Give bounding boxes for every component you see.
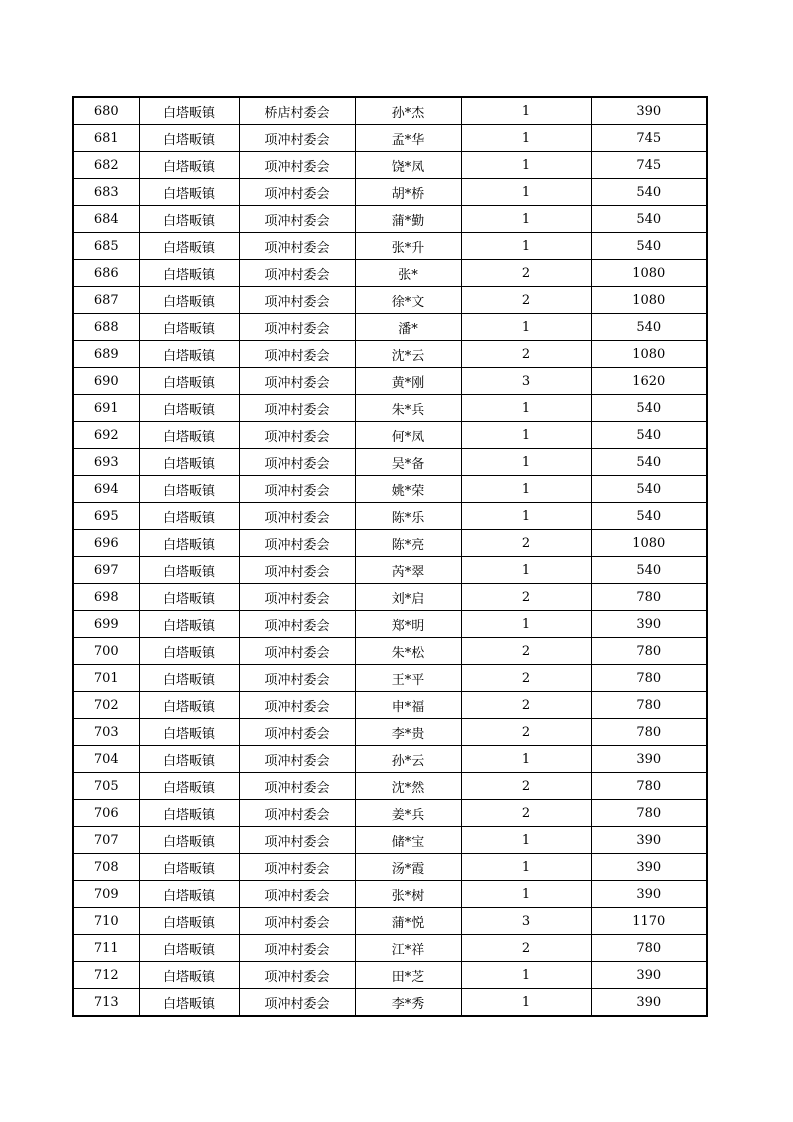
table-row bbox=[73, 368, 707, 395]
household-count-cell: 1 bbox=[461, 989, 591, 1017]
amount-cell: 780 bbox=[591, 935, 707, 962]
town-cell: 白塔畈镇 bbox=[139, 881, 239, 908]
amount-cell: 390 bbox=[591, 746, 707, 773]
table-row bbox=[73, 530, 707, 557]
amount-cell: 780 bbox=[591, 665, 707, 692]
household-count-cell: 1 bbox=[461, 611, 591, 638]
table-row bbox=[73, 287, 707, 314]
person-name-cell: 饶*凤 bbox=[355, 152, 461, 179]
household-count-cell: 2 bbox=[461, 800, 591, 827]
household-count-cell: 1 bbox=[461, 557, 591, 584]
row-number-cell: 686 bbox=[73, 260, 139, 287]
row-number-cell: 701 bbox=[73, 665, 139, 692]
person-name-cell: 沈*云 bbox=[355, 341, 461, 368]
town-cell: 白塔畈镇 bbox=[139, 584, 239, 611]
amount-cell: 780 bbox=[591, 773, 707, 800]
row-number-cell: 685 bbox=[73, 233, 139, 260]
table-row bbox=[73, 206, 707, 233]
table-row bbox=[73, 179, 707, 206]
town-cell: 白塔畈镇 bbox=[139, 395, 239, 422]
table-row bbox=[73, 989, 707, 1017]
table-row bbox=[73, 854, 707, 881]
table-row bbox=[73, 152, 707, 179]
village-committee-cell: 项冲村委会 bbox=[239, 314, 355, 341]
row-number-cell: 710 bbox=[73, 908, 139, 935]
town-cell: 白塔畈镇 bbox=[139, 692, 239, 719]
village-committee-cell: 项冲村委会 bbox=[239, 962, 355, 989]
person-name-cell: 李*贵 bbox=[355, 719, 461, 746]
town-cell: 白塔畈镇 bbox=[139, 746, 239, 773]
amount-cell: 1080 bbox=[591, 530, 707, 557]
town-cell: 白塔畈镇 bbox=[139, 854, 239, 881]
row-number-cell: 705 bbox=[73, 773, 139, 800]
village-committee-cell: 项冲村委会 bbox=[239, 881, 355, 908]
town-cell: 白塔畈镇 bbox=[139, 611, 239, 638]
person-name-cell: 芮*翠 bbox=[355, 557, 461, 584]
village-committee-cell: 项冲村委会 bbox=[239, 638, 355, 665]
amount-cell: 780 bbox=[591, 800, 707, 827]
amount-cell: 540 bbox=[591, 449, 707, 476]
person-name-cell: 姜*兵 bbox=[355, 800, 461, 827]
town-cell: 白塔畈镇 bbox=[139, 341, 239, 368]
village-committee-cell: 项冲村委会 bbox=[239, 692, 355, 719]
town-cell: 白塔畈镇 bbox=[139, 935, 239, 962]
person-name-cell: 潘* bbox=[355, 314, 461, 341]
village-committee-cell: 项冲村委会 bbox=[239, 935, 355, 962]
amount-cell: 1080 bbox=[591, 260, 707, 287]
household-count-cell: 2 bbox=[461, 719, 591, 746]
town-cell: 白塔畈镇 bbox=[139, 449, 239, 476]
village-committee-cell: 项冲村委会 bbox=[239, 503, 355, 530]
person-name-cell: 王*平 bbox=[355, 665, 461, 692]
town-cell: 白塔畈镇 bbox=[139, 962, 239, 989]
amount-cell: 1080 bbox=[591, 287, 707, 314]
table-row bbox=[73, 908, 707, 935]
household-count-cell: 1 bbox=[461, 395, 591, 422]
person-name-cell: 李*秀 bbox=[355, 989, 461, 1017]
table-row bbox=[73, 719, 707, 746]
table-row bbox=[73, 503, 707, 530]
town-cell: 白塔畈镇 bbox=[139, 800, 239, 827]
roster-body bbox=[73, 97, 707, 1016]
town-cell: 白塔畈镇 bbox=[139, 206, 239, 233]
household-count-cell: 2 bbox=[461, 260, 591, 287]
person-name-cell: 刘*启 bbox=[355, 584, 461, 611]
village-committee-cell: 项冲村委会 bbox=[239, 827, 355, 854]
amount-cell: 390 bbox=[591, 881, 707, 908]
village-committee-cell: 项冲村委会 bbox=[239, 341, 355, 368]
household-count-cell: 1 bbox=[461, 314, 591, 341]
household-count-cell: 1 bbox=[461, 152, 591, 179]
household-count-cell: 2 bbox=[461, 692, 591, 719]
table-row bbox=[73, 422, 707, 449]
person-name-cell: 胡*桥 bbox=[355, 179, 461, 206]
person-name-cell: 吴*备 bbox=[355, 449, 461, 476]
row-number-cell: 694 bbox=[73, 476, 139, 503]
person-name-cell: 孟*华 bbox=[355, 125, 461, 152]
row-number-cell: 682 bbox=[73, 152, 139, 179]
person-name-cell: 储*宝 bbox=[355, 827, 461, 854]
row-number-cell: 684 bbox=[73, 206, 139, 233]
person-name-cell: 黄*刚 bbox=[355, 368, 461, 395]
person-name-cell: 汤*霞 bbox=[355, 854, 461, 881]
person-name-cell: 孙*杰 bbox=[355, 97, 461, 125]
table-row bbox=[73, 476, 707, 503]
amount-cell: 540 bbox=[591, 557, 707, 584]
household-count-cell: 1 bbox=[461, 97, 591, 125]
household-count-cell: 1 bbox=[461, 422, 591, 449]
household-count-cell: 1 bbox=[461, 233, 591, 260]
row-number-cell: 689 bbox=[73, 341, 139, 368]
row-number-cell: 690 bbox=[73, 368, 139, 395]
amount-cell: 390 bbox=[591, 827, 707, 854]
person-name-cell: 陈*亮 bbox=[355, 530, 461, 557]
row-number-cell: 711 bbox=[73, 935, 139, 962]
household-count-cell: 2 bbox=[461, 584, 591, 611]
table-row bbox=[73, 584, 707, 611]
household-count-cell: 2 bbox=[461, 530, 591, 557]
village-committee-cell: 项冲村委会 bbox=[239, 989, 355, 1017]
village-committee-cell: 项冲村委会 bbox=[239, 449, 355, 476]
village-committee-cell: 桥店村委会 bbox=[239, 97, 355, 125]
town-cell: 白塔畈镇 bbox=[139, 125, 239, 152]
person-name-cell: 蒲*勤 bbox=[355, 206, 461, 233]
person-name-cell: 陈*乐 bbox=[355, 503, 461, 530]
household-count-cell: 2 bbox=[461, 935, 591, 962]
table-row bbox=[73, 773, 707, 800]
household-count-cell: 1 bbox=[461, 476, 591, 503]
village-committee-cell: 项冲村委会 bbox=[239, 152, 355, 179]
amount-cell: 780 bbox=[591, 692, 707, 719]
row-number-cell: 699 bbox=[73, 611, 139, 638]
row-number-cell: 708 bbox=[73, 854, 139, 881]
village-committee-cell: 项冲村委会 bbox=[239, 773, 355, 800]
amount-cell: 390 bbox=[591, 962, 707, 989]
amount-cell: 390 bbox=[591, 97, 707, 125]
household-count-cell: 1 bbox=[461, 179, 591, 206]
person-name-cell: 徐*文 bbox=[355, 287, 461, 314]
village-committee-cell: 项冲村委会 bbox=[239, 206, 355, 233]
household-count-cell: 1 bbox=[461, 854, 591, 881]
town-cell: 白塔畈镇 bbox=[139, 638, 239, 665]
person-name-cell: 张* bbox=[355, 260, 461, 287]
town-cell: 白塔畈镇 bbox=[139, 152, 239, 179]
row-number-cell: 707 bbox=[73, 827, 139, 854]
table-row bbox=[73, 260, 707, 287]
village-committee-cell: 项冲村委会 bbox=[239, 530, 355, 557]
amount-cell: 540 bbox=[591, 395, 707, 422]
village-committee-cell: 项冲村委会 bbox=[239, 557, 355, 584]
town-cell: 白塔畈镇 bbox=[139, 989, 239, 1017]
amount-cell: 780 bbox=[591, 584, 707, 611]
person-name-cell: 田*芝 bbox=[355, 962, 461, 989]
row-number-cell: 696 bbox=[73, 530, 139, 557]
town-cell: 白塔畈镇 bbox=[139, 827, 239, 854]
person-name-cell: 姚*荣 bbox=[355, 476, 461, 503]
table-row bbox=[73, 611, 707, 638]
table-row bbox=[73, 557, 707, 584]
table-row bbox=[73, 665, 707, 692]
table-row bbox=[73, 638, 707, 665]
town-cell: 白塔畈镇 bbox=[139, 260, 239, 287]
person-name-cell: 张*树 bbox=[355, 881, 461, 908]
row-number-cell: 683 bbox=[73, 179, 139, 206]
household-count-cell: 1 bbox=[461, 206, 591, 233]
amount-cell: 540 bbox=[591, 206, 707, 233]
person-name-cell: 何*凤 bbox=[355, 422, 461, 449]
household-count-cell: 1 bbox=[461, 449, 591, 476]
village-committee-cell: 项冲村委会 bbox=[239, 287, 355, 314]
town-cell: 白塔畈镇 bbox=[139, 476, 239, 503]
household-count-cell: 2 bbox=[461, 638, 591, 665]
household-count-cell: 2 bbox=[461, 287, 591, 314]
row-number-cell: 691 bbox=[73, 395, 139, 422]
row-number-cell: 702 bbox=[73, 692, 139, 719]
person-name-cell: 申*福 bbox=[355, 692, 461, 719]
town-cell: 白塔畈镇 bbox=[139, 503, 239, 530]
amount-cell: 780 bbox=[591, 719, 707, 746]
row-number-cell: 681 bbox=[73, 125, 139, 152]
village-committee-cell: 项冲村委会 bbox=[239, 746, 355, 773]
village-committee-cell: 项冲村委会 bbox=[239, 368, 355, 395]
table-row bbox=[73, 233, 707, 260]
village-committee-cell: 项冲村委会 bbox=[239, 800, 355, 827]
village-committee-cell: 项冲村委会 bbox=[239, 233, 355, 260]
table-row bbox=[73, 827, 707, 854]
table-row bbox=[73, 800, 707, 827]
village-committee-cell: 项冲村委会 bbox=[239, 422, 355, 449]
household-count-cell: 1 bbox=[461, 881, 591, 908]
table-row bbox=[73, 692, 707, 719]
table-row bbox=[73, 97, 707, 125]
amount-cell: 540 bbox=[591, 179, 707, 206]
row-number-cell: 697 bbox=[73, 557, 139, 584]
row-number-cell: 687 bbox=[73, 287, 139, 314]
town-cell: 白塔畈镇 bbox=[139, 719, 239, 746]
household-count-cell: 1 bbox=[461, 827, 591, 854]
row-number-cell: 713 bbox=[73, 989, 139, 1017]
village-committee-cell: 项冲村委会 bbox=[239, 260, 355, 287]
row-number-cell: 700 bbox=[73, 638, 139, 665]
person-name-cell: 郑*明 bbox=[355, 611, 461, 638]
town-cell: 白塔畈镇 bbox=[139, 557, 239, 584]
household-count-cell: 1 bbox=[461, 503, 591, 530]
household-count-cell: 1 bbox=[461, 125, 591, 152]
row-number-cell: 703 bbox=[73, 719, 139, 746]
amount-cell: 780 bbox=[591, 638, 707, 665]
town-cell: 白塔畈镇 bbox=[139, 233, 239, 260]
village-committee-cell: 项冲村委会 bbox=[239, 854, 355, 881]
table-row bbox=[73, 341, 707, 368]
village-committee-cell: 项冲村委会 bbox=[239, 908, 355, 935]
roster-table bbox=[72, 96, 708, 1017]
row-number-cell: 706 bbox=[73, 800, 139, 827]
town-cell: 白塔畈镇 bbox=[139, 97, 239, 125]
table-row bbox=[73, 881, 707, 908]
village-committee-cell: 项冲村委会 bbox=[239, 584, 355, 611]
amount-cell: 1080 bbox=[591, 341, 707, 368]
amount-cell: 540 bbox=[591, 503, 707, 530]
person-name-cell: 蒲*悦 bbox=[355, 908, 461, 935]
person-name-cell: 朱*松 bbox=[355, 638, 461, 665]
table-row bbox=[73, 314, 707, 341]
amount-cell: 1170 bbox=[591, 908, 707, 935]
town-cell: 白塔畈镇 bbox=[139, 179, 239, 206]
household-count-cell: 3 bbox=[461, 908, 591, 935]
amount-cell: 390 bbox=[591, 989, 707, 1017]
table-row bbox=[73, 962, 707, 989]
household-count-cell: 3 bbox=[461, 368, 591, 395]
amount-cell: 540 bbox=[591, 314, 707, 341]
row-number-cell: 680 bbox=[73, 97, 139, 125]
town-cell: 白塔畈镇 bbox=[139, 422, 239, 449]
row-number-cell: 695 bbox=[73, 503, 139, 530]
household-count-cell: 2 bbox=[461, 773, 591, 800]
row-number-cell: 712 bbox=[73, 962, 139, 989]
person-name-cell: 沈*然 bbox=[355, 773, 461, 800]
household-count-cell: 1 bbox=[461, 962, 591, 989]
row-number-cell: 692 bbox=[73, 422, 139, 449]
table-row bbox=[73, 746, 707, 773]
person-name-cell: 孙*云 bbox=[355, 746, 461, 773]
table-row bbox=[73, 395, 707, 422]
row-number-cell: 709 bbox=[73, 881, 139, 908]
town-cell: 白塔畈镇 bbox=[139, 665, 239, 692]
amount-cell: 390 bbox=[591, 611, 707, 638]
village-committee-cell: 项冲村委会 bbox=[239, 719, 355, 746]
village-committee-cell: 项冲村委会 bbox=[239, 395, 355, 422]
table-row bbox=[73, 125, 707, 152]
town-cell: 白塔畈镇 bbox=[139, 908, 239, 935]
household-count-cell: 2 bbox=[461, 341, 591, 368]
town-cell: 白塔畈镇 bbox=[139, 368, 239, 395]
village-committee-cell: 项冲村委会 bbox=[239, 125, 355, 152]
amount-cell: 1620 bbox=[591, 368, 707, 395]
amount-cell: 540 bbox=[591, 233, 707, 260]
row-number-cell: 704 bbox=[73, 746, 139, 773]
village-committee-cell: 项冲村委会 bbox=[239, 665, 355, 692]
row-number-cell: 698 bbox=[73, 584, 139, 611]
household-count-cell: 1 bbox=[461, 746, 591, 773]
person-name-cell: 江*祥 bbox=[355, 935, 461, 962]
person-name-cell: 张*升 bbox=[355, 233, 461, 260]
amount-cell: 745 bbox=[591, 152, 707, 179]
village-committee-cell: 项冲村委会 bbox=[239, 611, 355, 638]
amount-cell: 540 bbox=[591, 476, 707, 503]
person-name-cell: 朱*兵 bbox=[355, 395, 461, 422]
row-number-cell: 693 bbox=[73, 449, 139, 476]
village-committee-cell: 项冲村委会 bbox=[239, 179, 355, 206]
table-row bbox=[73, 935, 707, 962]
amount-cell: 390 bbox=[591, 854, 707, 881]
village-committee-cell: 项冲村委会 bbox=[239, 476, 355, 503]
amount-cell: 540 bbox=[591, 422, 707, 449]
town-cell: 白塔畈镇 bbox=[139, 530, 239, 557]
row-number-cell: 688 bbox=[73, 314, 139, 341]
town-cell: 白塔畈镇 bbox=[139, 287, 239, 314]
town-cell: 白塔畈镇 bbox=[139, 314, 239, 341]
household-count-cell: 2 bbox=[461, 665, 591, 692]
town-cell: 白塔畈镇 bbox=[139, 773, 239, 800]
table-row bbox=[73, 449, 707, 476]
amount-cell: 745 bbox=[591, 125, 707, 152]
